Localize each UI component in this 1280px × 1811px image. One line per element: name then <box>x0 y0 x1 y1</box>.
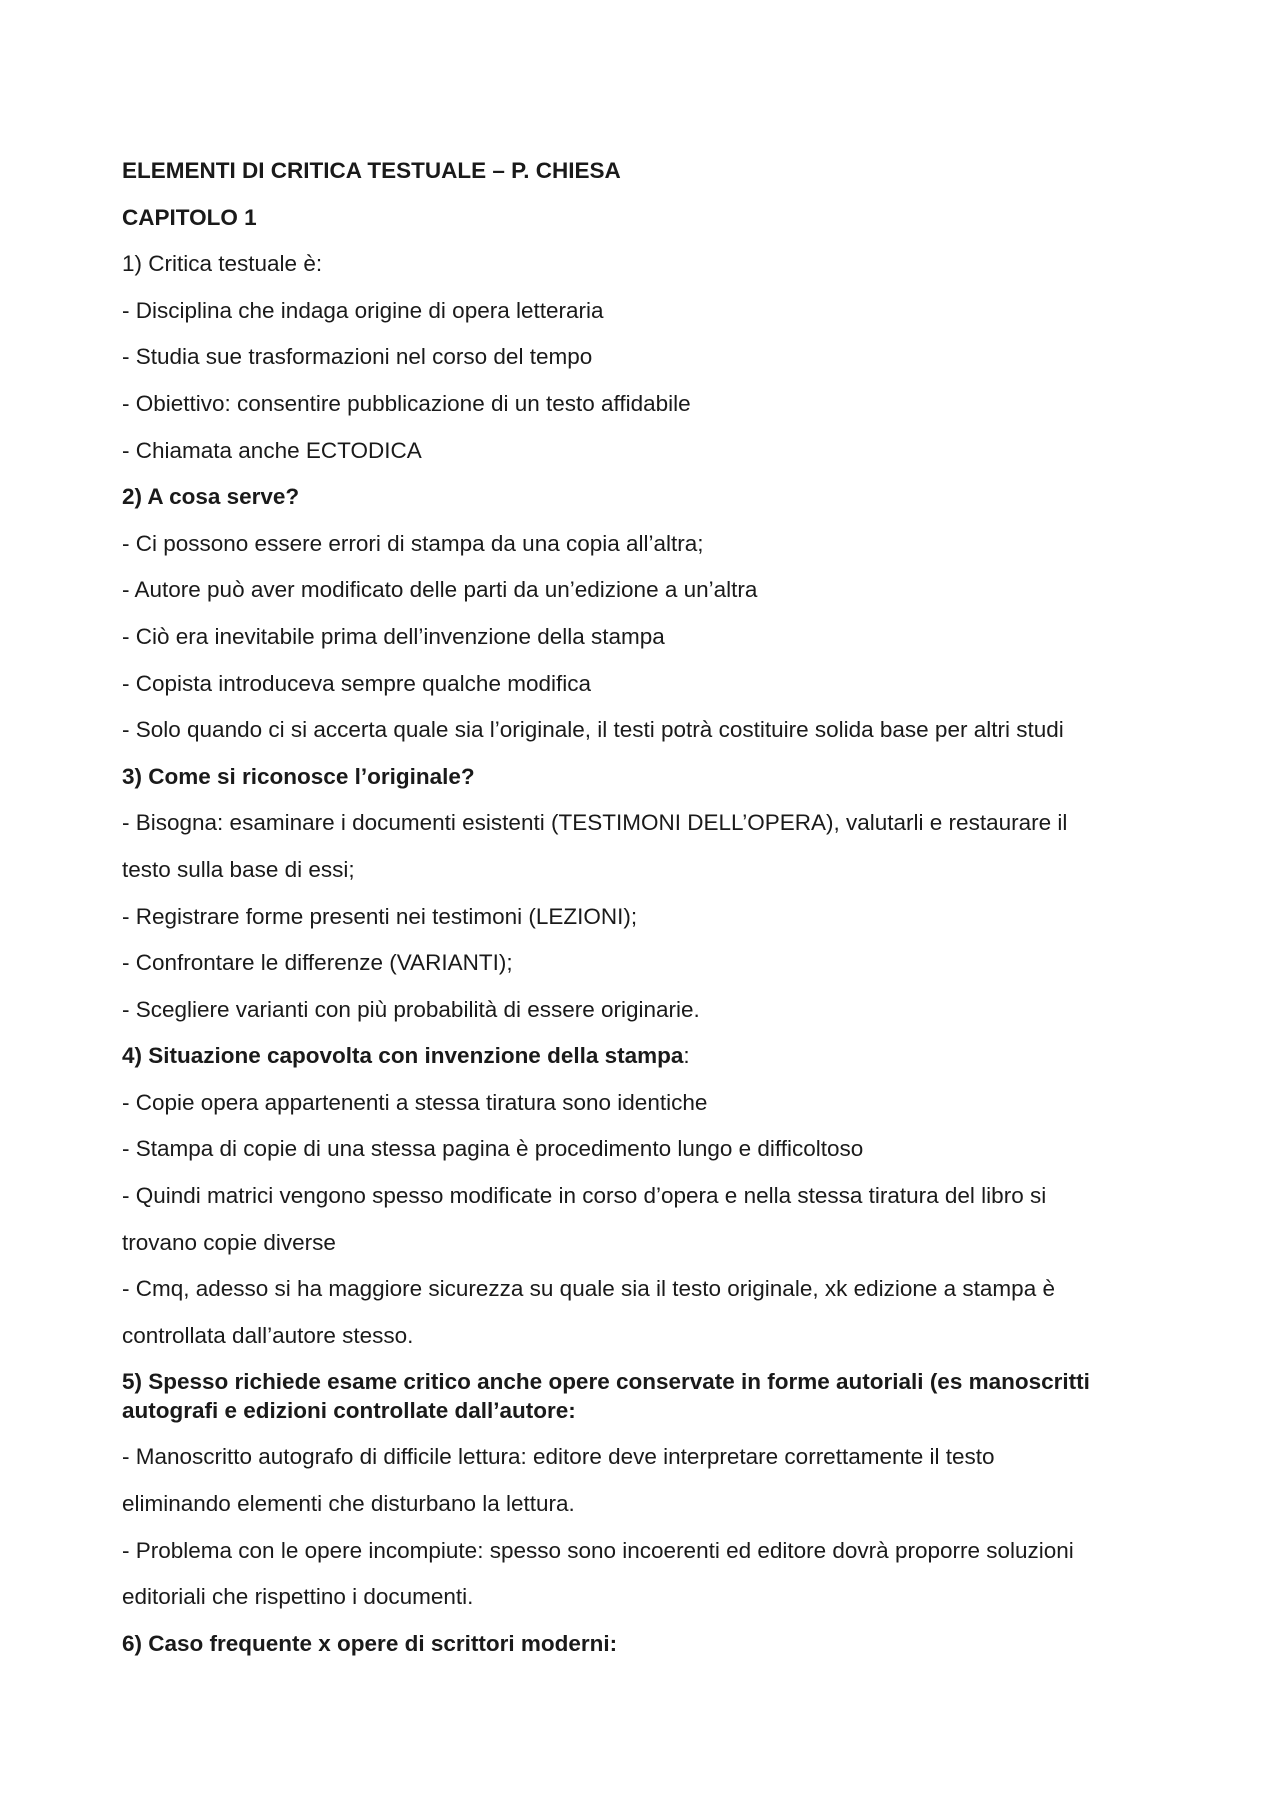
section-4-heading: 4) Situazione capovolta con invenzione della stampa <box>122 1043 684 1069</box>
section-4-item: - Cmq, adesso si ha maggiore sicurezza su quale sia il testo originale, xk edizione a stampa è <box>122 1276 1055 1302</box>
section-2-item: - Solo quando ci si accerta quale sia l’originale, il testi potrà costituire solida base per altri studi <box>122 717 1064 743</box>
section-3-item: - Registrare forme presenti nei testimoni (LEZIONI); <box>122 903 638 929</box>
section-1-item: - Disciplina che indaga origine di opera letteraria <box>122 297 604 323</box>
section-5-heading <box>122 1359 1172 1425</box>
section-3-item: - Bisogna: esaminare i documenti esistenti (TESTIMONI DELL’OPERA), valutarli e restaurare il <box>122 810 1068 836</box>
section-5-item: - Manoscritto autografo di difficile lettura: editore deve interpretare correttamente il testo <box>122 1444 995 1470</box>
section-4-item: controllata dall’autore stesso. <box>122 1322 414 1348</box>
section-2-item: - Copista introduceva sempre qualche modifica <box>122 670 591 696</box>
section-5-item: - Problema con le opere incompiute: spesso sono incoerenti ed editore dovrà proporre soluzioni <box>122 1537 1074 1563</box>
section-2-item: - Autore può aver modificato delle parti da un’edizione a un’altra <box>122 577 758 603</box>
section-4-item: - Copie opera appartenenti a stessa tiratura sono identiche <box>122 1089 708 1115</box>
section-3-item: - Scegliere varianti con più probabilità di essere originarie. <box>122 996 700 1022</box>
section-5-heading-line-1: 5) Spesso richiede esame critico anche opere conservate in forme autoriali (es manoscritti <box>122 1369 1090 1395</box>
section-1-item: - Obiettivo: consentire pubblicazione di un testo affidabile <box>122 390 691 416</box>
section-1-item: - Chiamata anche ECTODICA <box>122 437 422 463</box>
section-6-heading: 6) Caso frequente x opere di scrittori moderni: <box>122 1630 618 1656</box>
section-5-item: editoriali che rispettino i documenti. <box>122 1584 474 1610</box>
document-body <box>122 148 1172 1667</box>
section-4-item: - Quindi matrici vengono spesso modificate in corso d’opera e nella stessa tiratura del libro si <box>122 1183 1047 1209</box>
section-2-item: - Ci possono essere errori di stampa da una copia all’altra; <box>122 530 704 556</box>
section-3-heading: 3) Come si riconosce l’originale? <box>122 763 475 789</box>
section-5-item: eliminando elementi che disturbano la lettura. <box>122 1491 575 1517</box>
section-1-item: - Studia sue trasformazioni nel corso del tempo <box>122 344 593 370</box>
section-2-item: - Ciò era inevitabile prima dell’invenzione della stampa <box>122 623 665 649</box>
section-4-item: - Stampa di copie di una stessa pagina è procedimento lungo e difficoltoso <box>122 1136 864 1162</box>
section-5-heading-line-2: autografi e edizioni controllate dall’autore: <box>122 1398 576 1424</box>
chapter-heading: CAPITOLO 1 <box>122 204 257 230</box>
document-title: ELEMENTI DI CRITICA TESTUALE – P. CHIESA <box>122 158 621 183</box>
section-3-item: testo sulla base di essi; <box>122 856 355 882</box>
section-4-heading-line <box>122 1033 1172 1080</box>
section-4-item: trovano copie diverse <box>122 1229 336 1255</box>
section-4-heading-suffix: : <box>683 1043 690 1069</box>
section-1-heading: 1) Critica testuale è: <box>122 251 323 277</box>
section-2-heading: 2) A cosa serve? <box>122 484 300 510</box>
section-3-item: - Confrontare le differenze (VARIANTI); <box>122 950 513 976</box>
